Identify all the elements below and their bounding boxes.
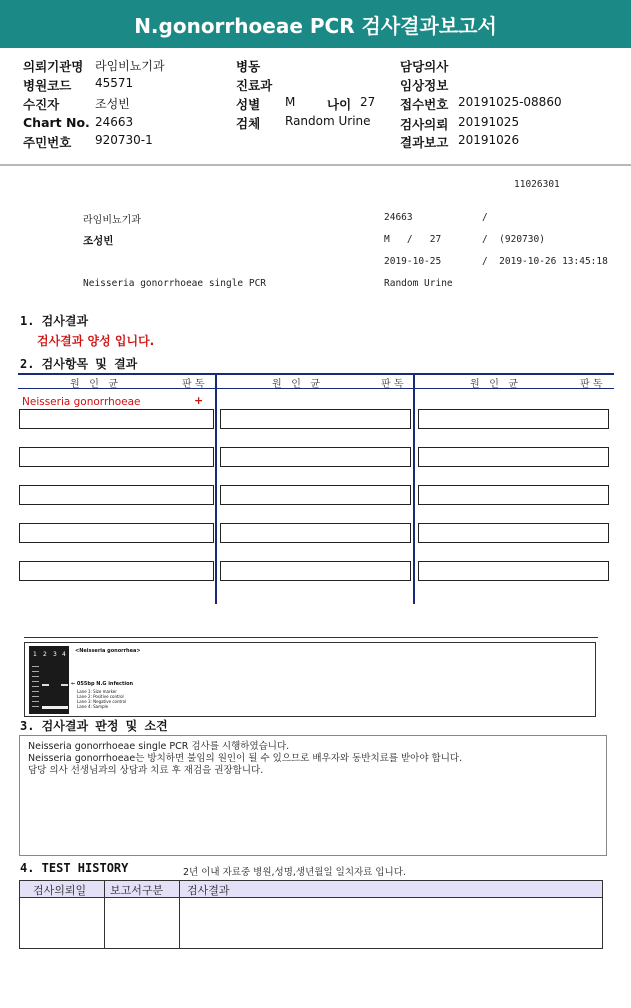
gel-lane-number: 4 <box>62 651 66 658</box>
result-cell <box>19 485 214 505</box>
gel-legend-item: Lane 2: Positive control <box>77 694 124 699</box>
gel-band <box>61 684 68 686</box>
result-cell <box>19 447 214 467</box>
info-specimen: Random Urine <box>384 278 453 289</box>
resident-no-label: 주민번호 <box>23 135 72 150</box>
info-date-received: 2019-10-25 <box>384 256 442 267</box>
history-col-divider <box>104 881 105 948</box>
info-birth: / (920730) <box>482 234 545 245</box>
sex-label: 성별 <box>236 97 261 112</box>
info-slash: / <box>482 212 488 223</box>
section3-title: 3. 검사결과 판정 및 소견 <box>20 719 168 733</box>
report-title: N.gonorrhoeae PCR 검사결과보고서 <box>0 0 631 48</box>
gel-ladder <box>32 662 39 710</box>
col-organism-header: 원 인 균 <box>272 379 321 390</box>
table-divider-2 <box>413 373 415 604</box>
info-patient: 조성빈 <box>83 235 114 247</box>
result-cell <box>418 523 609 543</box>
ward-label: 병동 <box>236 59 261 74</box>
history-note: 2년 이내 자료중 병원,성명,생년월일 일치자료 입니다. <box>183 867 406 878</box>
age-value: 27 <box>360 95 376 109</box>
result-cell <box>19 409 214 429</box>
chart-no-value: 24663 <box>95 115 134 129</box>
header-divider <box>0 164 631 166</box>
history-header-row <box>20 881 602 898</box>
section2-title: 2. 검사항목 및 결과 <box>20 357 138 371</box>
gel-band <box>42 684 49 686</box>
history-table <box>19 880 603 949</box>
history-col-request-date: 검사의뢰일 <box>33 884 87 897</box>
clinic-value: 라임비뇨기과 <box>95 59 165 73</box>
clinical-info-label: 임상정보 <box>400 78 449 93</box>
gel-panel <box>24 642 596 717</box>
info-sex-age: M / 27 <box>384 234 442 245</box>
gel-top-line <box>24 637 598 638</box>
result-cell <box>220 409 411 429</box>
section4-title: 4. TEST HISTORY <box>20 861 129 875</box>
result-cell <box>19 523 214 543</box>
info-clinic: 라임비뇨기과 <box>83 215 141 226</box>
result-cell <box>220 561 411 581</box>
department-label: 진료과 <box>236 78 273 93</box>
result-cell <box>220 447 411 467</box>
table-divider-1 <box>215 373 217 604</box>
result-cell <box>220 485 411 505</box>
gel-lane-number: 2 <box>43 651 47 658</box>
age-label: 나이 <box>327 97 352 112</box>
receipt-no-value: 20191025-08860 <box>458 95 562 109</box>
request-date-label: 검사의뢰 <box>400 117 449 132</box>
request-date-value: 20191025 <box>458 115 520 129</box>
info-test-name: Neisseria gonorrhoeae single PCR <box>83 278 267 289</box>
col-judgement-header: 판 독 <box>381 379 404 390</box>
gel-primer-band <box>42 706 68 709</box>
history-col-divider <box>179 881 180 948</box>
opinion-line: Neisseria gonorrhoeae single PCR 검사를 시행하였습니다. <box>28 741 290 752</box>
history-col-report-type: 보고서구분 <box>110 884 164 897</box>
chart-no-label: Chart No. <box>23 115 90 130</box>
gel-legend-item: Lane 3: Negative control <box>77 699 127 704</box>
specimen-label: 검체 <box>236 116 261 131</box>
gel-legend-item: Lane 4: Sample <box>77 704 109 709</box>
gel-image <box>29 646 69 714</box>
organism-name: Neisseria gonorrhoeae <box>22 396 141 408</box>
result-cell <box>220 523 411 543</box>
info-chart: 24663 <box>384 212 413 223</box>
result-cell <box>418 409 609 429</box>
opinion-line: Neisseria gonorrhoeae는 방치하면 불임의 원인이 될 수 있으므로 배우자와 동반치료를 받아야 합니다. <box>28 753 463 764</box>
sex-value: M <box>285 95 296 109</box>
report-id: 11026301 <box>514 179 560 190</box>
receipt-no-label: 접수번호 <box>400 97 449 112</box>
col-judgement-header: 판 독 <box>182 379 205 390</box>
result-cell <box>418 561 609 581</box>
gel-lane-number: 1 <box>33 651 37 658</box>
gel-band-label: ← 055bp N.G infection <box>71 681 134 687</box>
report-date-value: 20191026 <box>458 133 520 147</box>
opinion-line: 담당 의사 선생님과의 상담과 치료 후 재검을 권장합니다. <box>28 765 264 776</box>
col-judgement-header: 판 독 <box>580 379 603 390</box>
info-date-reported: / 2019-10-26 13:45:18 <box>482 256 608 267</box>
doctor-label: 담당의사 <box>400 59 449 74</box>
report-date-label: 결과보고 <box>400 135 449 150</box>
gel-lane-number: 3 <box>53 651 57 658</box>
hospital-code-value: 45571 <box>95 76 134 90</box>
gel-legend-item: Lane 1: Size marker <box>77 689 117 694</box>
col-organism-header: 원 인 균 <box>470 379 519 390</box>
patient-value: 조성빈 <box>95 97 130 111</box>
clinic-label: 의뢰기관명 <box>23 59 84 74</box>
result-cell <box>418 447 609 467</box>
specimen-value: Random Urine <box>285 114 371 128</box>
result-summary: 검사결과 양성 입니다. <box>37 334 155 348</box>
patient-label: 수진자 <box>23 97 60 112</box>
opinion-box <box>19 735 607 856</box>
result-cell <box>19 561 214 581</box>
organism-result: + <box>194 394 204 407</box>
gel-title: <Neisseria gonorrhea> <box>75 648 141 654</box>
history-col-result: 검사결과 <box>187 884 230 897</box>
resident-no-value: 920730-1 <box>95 133 153 147</box>
col-organism-header: 원 인 균 <box>70 379 119 390</box>
section1-title: 1. 검사결과 <box>20 314 89 328</box>
result-cell <box>418 485 609 505</box>
hospital-code-label: 병원코드 <box>23 78 72 93</box>
